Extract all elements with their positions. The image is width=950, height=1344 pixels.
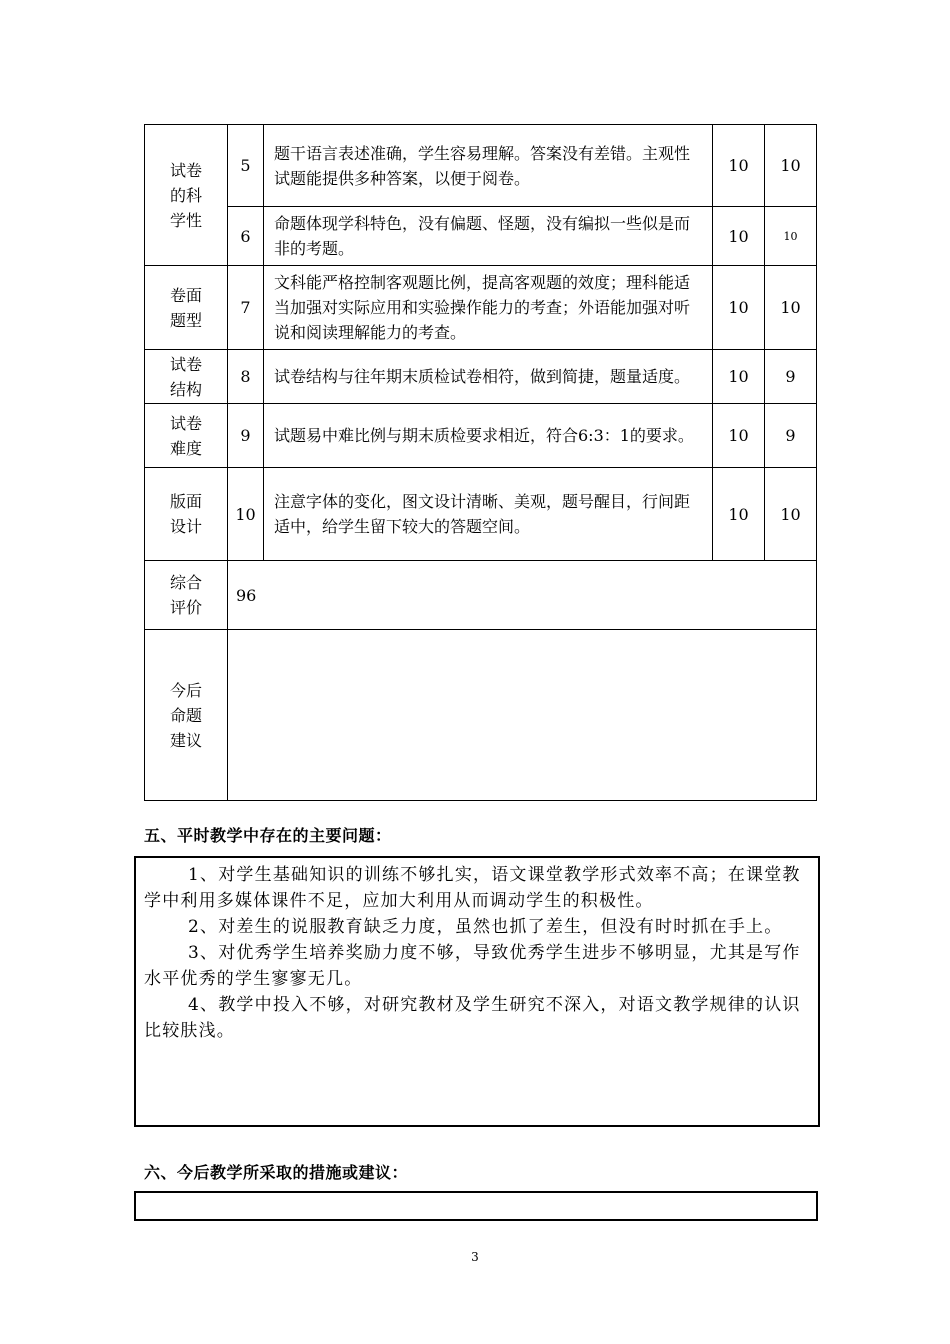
category-cell: 试卷的科学性 [145,125,228,266]
suggestion-value [228,630,817,801]
measures-box [134,1191,818,1221]
category-cell: 卷面题型 [145,266,228,350]
criterion-cell: 题干语言表述准确，学生容易理解。答案没有差错。主观性试题能提供多种答案，以便于阅卷。 [264,125,713,207]
section-6-heading: 六、今后教学所采取的措施或建议： [144,1163,409,1182]
item-number: 5 [228,125,264,207]
score-cell: 9 [765,404,817,468]
full-score-cell: 10 [713,207,765,266]
criterion-cell: 注意字体的变化，图文设计清晰、美观，题号醒目，行间距适中，给学生留下较大的答题空间。 [264,468,713,561]
item-number: 9 [228,404,264,468]
full-score-cell: 10 [713,468,765,561]
full-score-cell: 10 [713,125,765,207]
item-number: 8 [228,350,264,404]
evaluation-table [144,124,817,801]
criterion-cell: 文科能严格控制客观题比例，提高客观题的效度；理科能适当加强对实际应用和实验操作能力的考查；外语能加强对听说和阅读理解能力的考查。 [264,266,713,350]
item-number: 10 [228,468,264,561]
category-cell: 试卷难度 [145,404,228,468]
problems-box [134,856,820,1127]
table-row [145,125,817,207]
problem-paragraph: 4、教学中投入不够，对研究教材及学生研究不深入，对语文教学规律的认识比较肤浅。 [144,995,801,1041]
table-row [145,468,817,561]
overall-label: 综合评价 [145,561,228,630]
score-cell: 10 [765,207,817,266]
full-score-cell: 10 [713,350,765,404]
criterion-cell: 试题易中难比例与期末质检要求相近，符合6:3：1的要求。 [264,404,713,468]
full-score-cell: 10 [713,266,765,350]
section-5-heading: 五、平时教学中存在的主要问题： [144,826,392,845]
criterion-cell: 试卷结构与往年期末质检试卷相符，做到简捷，题量适度。 [264,350,713,404]
score-cell: 9 [765,350,817,404]
score-cell: 10 [765,125,817,207]
page-number: 3 [471,1250,479,1264]
overall-value: 96 [228,561,817,630]
category-cell: 试卷结构 [145,350,228,404]
table-row [145,266,817,350]
table-row [145,207,817,266]
suggestion-label: 今后命题建议 [145,630,228,801]
suggestion-row [145,630,817,801]
score-cell: 10 [765,468,817,561]
table-row [145,404,817,468]
item-number: 7 [228,266,264,350]
score-cell: 10 [765,266,817,350]
problem-paragraph: 2、对差生的说服教育缺乏力度，虽然也抓了差生，但没有时时抓在手上。 [188,917,783,937]
problem-paragraph: 1、对学生基础知识的训练不够扎实，语文课堂教学形式效率不高；在课堂教学中利用多媒体课件不足，应加大利用从而调动学生的积极性。 [144,865,801,911]
problem-paragraph: 3、对优秀学生培养奖励力度不够，导致优秀学生进步不够明显，尤其是写作水平优秀的学生寥寥无几。 [144,943,801,989]
item-number: 6 [228,207,264,266]
table-row [145,350,817,404]
full-score-cell: 10 [713,404,765,468]
criterion-cell: 命题体现学科特色，没有偏题、怪题，没有编拟一些似是而非的考题。 [264,207,713,266]
overall-row [145,561,817,630]
category-cell: 版面设计 [145,468,228,561]
